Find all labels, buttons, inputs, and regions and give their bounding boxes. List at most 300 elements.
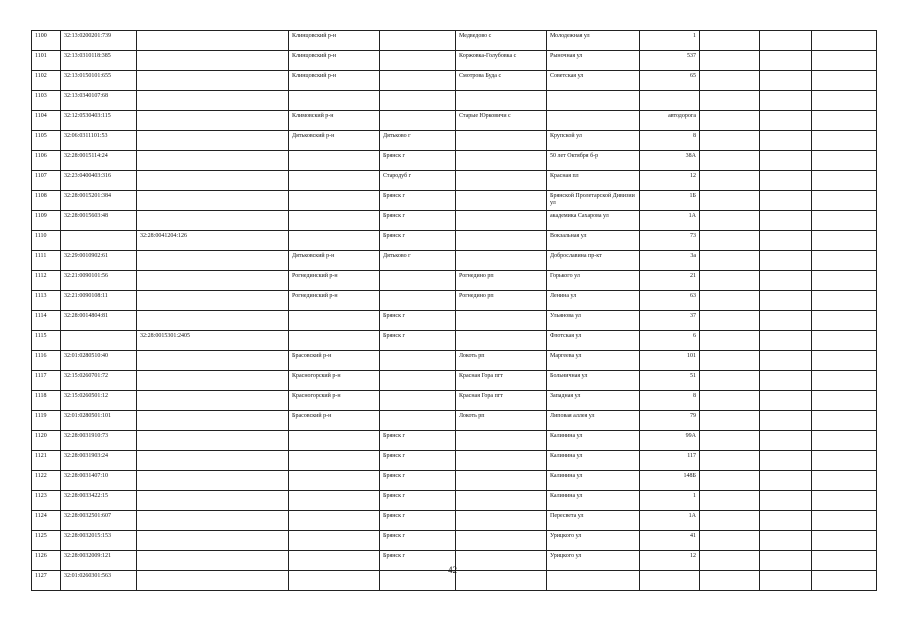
settlement-cell: [456, 491, 547, 511]
empty-cell: [812, 371, 877, 391]
empty-cell: [812, 111, 877, 131]
street-cell: Доброславина пр-кт: [547, 251, 640, 271]
row-number-cell: 1116: [32, 351, 61, 371]
row-number-cell: 1105: [32, 131, 61, 151]
empty-cell: [700, 291, 760, 311]
cadastral-number-cell: 32:15:0260501:12: [61, 391, 137, 411]
empty-cell: [760, 511, 812, 531]
extra-number-cell: [137, 211, 289, 231]
empty-cell: [700, 311, 760, 331]
cadastral-number-cell: [61, 331, 137, 351]
district-cell: [289, 431, 380, 451]
street-cell: Красная пл: [547, 171, 640, 191]
empty-cell: [760, 131, 812, 151]
house-number-cell: 1Б: [640, 191, 700, 211]
row-number-cell: 1115: [32, 331, 61, 351]
house-number-cell: 12: [640, 551, 700, 571]
street-cell: Калинина ул: [547, 471, 640, 491]
city-cell: Брянск г: [380, 211, 456, 231]
cadastral-number-cell: 32:01:0280510:40: [61, 351, 137, 371]
extra-number-cell: [137, 131, 289, 151]
table-row: [32, 331, 877, 351]
district-cell: [289, 171, 380, 191]
table-row: [32, 431, 877, 451]
city-cell: [380, 91, 456, 111]
empty-cell: [760, 491, 812, 511]
empty-cell: [700, 451, 760, 471]
settlement-cell: [456, 191, 547, 211]
city-cell: [380, 391, 456, 411]
house-number-cell: 79: [640, 411, 700, 431]
extra-number-cell: [137, 291, 289, 311]
settlement-cell: [456, 531, 547, 551]
table-row: [32, 211, 877, 231]
street-cell: Флотская ул: [547, 331, 640, 351]
street-cell: Крупской ул: [547, 131, 640, 151]
extra-number-cell: 32:28:0015301:2405: [137, 331, 289, 351]
city-cell: [380, 111, 456, 131]
cadastral-number-cell: 32:12:0530403:115: [61, 111, 137, 131]
empty-cell: [700, 531, 760, 551]
street-cell: Калинина ул: [547, 431, 640, 451]
extra-number-cell: [137, 371, 289, 391]
city-cell: Брянск г: [380, 331, 456, 351]
empty-cell: [760, 391, 812, 411]
empty-cell: [760, 291, 812, 311]
empty-cell: [760, 271, 812, 291]
cadastral-number-cell: 32:28:0015114:24: [61, 151, 137, 171]
empty-cell: [760, 531, 812, 551]
cadastral-number-cell: 32:01:0260301:563: [61, 571, 137, 591]
house-number-cell: [640, 91, 700, 111]
table-row: [32, 531, 877, 551]
empty-cell: [700, 151, 760, 171]
district-cell: Дятьковский р-н: [289, 131, 380, 151]
row-number-cell: 1100: [32, 31, 61, 51]
empty-cell: [700, 31, 760, 51]
table-row: [32, 511, 877, 531]
street-cell: Горького ул: [547, 271, 640, 291]
settlement-cell: [456, 451, 547, 471]
street-cell: [547, 111, 640, 131]
empty-cell: [812, 351, 877, 371]
empty-cell: [700, 511, 760, 531]
settlement-cell: [456, 231, 547, 251]
empty-cell: [760, 151, 812, 171]
street-cell: Ленина ул: [547, 291, 640, 311]
city-cell: Брянск г: [380, 451, 456, 471]
cadastral-number-cell: 32:15:0260701:72: [61, 371, 137, 391]
street-cell: Ульянова ул: [547, 311, 640, 331]
district-cell: Дятьковский р-н: [289, 251, 380, 271]
extra-number-cell: [137, 471, 289, 491]
settlement-cell: Смотрова Буда с: [456, 71, 547, 91]
table-row: [32, 391, 877, 411]
empty-cell: [760, 451, 812, 471]
cadastral-number-cell: 32:21:0090101:56: [61, 271, 137, 291]
empty-cell: [700, 331, 760, 351]
empty-cell: [812, 71, 877, 91]
house-number-cell: 21: [640, 271, 700, 291]
house-number-cell: 73: [640, 231, 700, 251]
empty-cell: [812, 291, 877, 311]
city-cell: Брянск г: [380, 151, 456, 171]
city-cell: Стародуб г: [380, 171, 456, 191]
cadastral-number-cell: 32:28:0015603:48: [61, 211, 137, 231]
row-number-cell: 1111: [32, 251, 61, 271]
cadastral-number-cell: 32:28:0031910:73: [61, 431, 137, 451]
cadastral-number-cell: 32:21:0090108:11: [61, 291, 137, 311]
row-number-cell: 1117: [32, 371, 61, 391]
empty-cell: [700, 191, 760, 211]
extra-number-cell: [137, 251, 289, 271]
street-cell: Пересвета ул: [547, 511, 640, 531]
district-cell: Брасовский р-н: [289, 351, 380, 371]
row-number-cell: 1124: [32, 511, 61, 531]
table-row: [32, 111, 877, 131]
row-number-cell: 1104: [32, 111, 61, 131]
empty-cell: [760, 231, 812, 251]
city-cell: Брянск г: [380, 531, 456, 551]
street-cell: Урицкого ул: [547, 531, 640, 551]
house-number-cell: 1А: [640, 511, 700, 531]
table-row: [32, 231, 877, 251]
district-cell: [289, 331, 380, 351]
district-cell: Брасовский р-н: [289, 411, 380, 431]
house-number-cell: 51: [640, 371, 700, 391]
house-number-cell: 12: [640, 171, 700, 191]
row-number-cell: 1122: [32, 471, 61, 491]
house-number-cell: 8: [640, 131, 700, 151]
settlement-cell: Красная Гора пгт: [456, 371, 547, 391]
street-cell: Советская ул: [547, 71, 640, 91]
table-row: [32, 411, 877, 431]
house-number-cell: 99А: [640, 431, 700, 451]
district-cell: Красногорский р-н: [289, 391, 380, 411]
cadastral-number-cell: 32:28:0032009:121: [61, 551, 137, 571]
empty-cell: [812, 191, 877, 211]
settlement-cell: [456, 131, 547, 151]
empty-cell: [700, 71, 760, 91]
extra-number-cell: [137, 411, 289, 431]
table-row: [32, 371, 877, 391]
row-number-cell: 1127: [32, 571, 61, 591]
extra-number-cell: [137, 151, 289, 171]
empty-cell: [760, 191, 812, 211]
city-cell: Дятьково г: [380, 131, 456, 151]
table-row: [32, 471, 877, 491]
district-cell: [289, 311, 380, 331]
city-cell: Брянск г: [380, 231, 456, 251]
empty-cell: [700, 111, 760, 131]
street-cell: Липовая аллея ул: [547, 411, 640, 431]
settlement-cell: [456, 91, 547, 111]
table-row: [32, 31, 877, 51]
table-row: [32, 51, 877, 71]
table-row: [32, 451, 877, 471]
row-number-cell: 1118: [32, 391, 61, 411]
city-cell: Брянск г: [380, 191, 456, 211]
extra-number-cell: [137, 31, 289, 51]
empty-cell: [700, 271, 760, 291]
extra-number-cell: 32:28:0041204:126: [137, 231, 289, 251]
row-number-cell: 1112: [32, 271, 61, 291]
settlement-cell: [456, 211, 547, 231]
district-cell: Климовский р-н: [289, 111, 380, 131]
cadastral-number-cell: 32:28:0015201:384: [61, 191, 137, 211]
cadastral-number-cell: 32:28:0032501:607: [61, 511, 137, 531]
empty-cell: [700, 411, 760, 431]
settlement-cell: Рогнедино рп: [456, 271, 547, 291]
empty-cell: [700, 371, 760, 391]
empty-cell: [812, 171, 877, 191]
row-number-cell: 1121: [32, 451, 61, 471]
house-number-cell: 6: [640, 331, 700, 351]
empty-cell: [760, 351, 812, 371]
settlement-cell: [456, 311, 547, 331]
table-row: [32, 251, 877, 271]
extra-number-cell: [137, 51, 289, 71]
extra-number-cell: [137, 451, 289, 471]
empty-cell: [812, 311, 877, 331]
empty-cell: [812, 531, 877, 551]
street-cell: Брянской Пролетарской Дивизии ул: [547, 191, 640, 211]
house-number-cell: 117: [640, 451, 700, 471]
table-row: [32, 311, 877, 331]
city-cell: Брянск г: [380, 491, 456, 511]
empty-cell: [760, 431, 812, 451]
house-number-cell: 65: [640, 71, 700, 91]
city-cell: [380, 71, 456, 91]
house-number-cell: 1: [640, 491, 700, 511]
cadastral-number-cell: 32:28:0031903:24: [61, 451, 137, 471]
extra-number-cell: [137, 431, 289, 451]
empty-cell: [760, 111, 812, 131]
row-number-cell: 1106: [32, 151, 61, 171]
empty-cell: [812, 51, 877, 71]
house-number-cell: 41: [640, 531, 700, 551]
street-cell: Калинина ул: [547, 491, 640, 511]
house-number-cell: 3а: [640, 251, 700, 271]
page-number: 42: [448, 565, 457, 575]
city-cell: Брянск г: [380, 471, 456, 491]
row-number-cell: 1126: [32, 551, 61, 571]
city-cell: Брянск г: [380, 511, 456, 531]
empty-cell: [700, 351, 760, 371]
row-number-cell: 1119: [32, 411, 61, 431]
district-cell: [289, 211, 380, 231]
empty-cell: [812, 271, 877, 291]
district-cell: Клинцовский р-н: [289, 71, 380, 91]
empty-cell: [700, 491, 760, 511]
district-cell: [289, 511, 380, 531]
table-row: [32, 291, 877, 311]
extra-number-cell: [137, 71, 289, 91]
settlement-cell: Рогнедино рп: [456, 291, 547, 311]
city-cell: [380, 351, 456, 371]
district-cell: Клинцовский р-н: [289, 51, 380, 71]
table-row: [32, 131, 877, 151]
empty-cell: [812, 211, 877, 231]
district-cell: [289, 471, 380, 491]
settlement-cell: Старые Юрковичи с: [456, 111, 547, 131]
empty-cell: [700, 171, 760, 191]
settlement-cell: Локоть рп: [456, 411, 547, 431]
registry-table: [31, 30, 877, 591]
district-cell: [289, 231, 380, 251]
empty-cell: [812, 391, 877, 411]
empty-cell: [812, 331, 877, 351]
row-number-cell: 1102: [32, 71, 61, 91]
settlement-cell: [456, 331, 547, 351]
row-number-cell: 1108: [32, 191, 61, 211]
empty-cell: [812, 31, 877, 51]
cadastral-number-cell: 32:28:0031407:10: [61, 471, 137, 491]
row-number-cell: 1101: [32, 51, 61, 71]
table-row: [32, 351, 877, 371]
street-cell: Маргеева ул: [547, 351, 640, 371]
cadastral-number-cell: 32:23:0400403:316: [61, 171, 137, 191]
empty-cell: [760, 331, 812, 351]
city-cell: [380, 371, 456, 391]
settlement-cell: [456, 511, 547, 531]
empty-cell: [812, 91, 877, 111]
empty-cell: [760, 371, 812, 391]
extra-number-cell: [137, 351, 289, 371]
empty-cell: [700, 251, 760, 271]
table-row: [32, 491, 877, 511]
city-cell: [380, 291, 456, 311]
cadastral-number-cell: 32:28:0032015:153: [61, 531, 137, 551]
settlement-cell: [456, 251, 547, 271]
empty-cell: [812, 231, 877, 251]
row-number-cell: 1110: [32, 231, 61, 251]
cadastral-number-cell: 32:13:0200201:739: [61, 31, 137, 51]
cadastral-number-cell: 32:13:0310118:385: [61, 51, 137, 71]
empty-cell: [760, 211, 812, 231]
district-cell: Рогнединский р-н: [289, 291, 380, 311]
empty-cell: [812, 471, 877, 491]
empty-cell: [760, 311, 812, 331]
district-cell: Красногорский р-н: [289, 371, 380, 391]
table-row: [32, 71, 877, 91]
empty-cell: [760, 411, 812, 431]
house-number-cell: 1А: [640, 211, 700, 231]
empty-cell: [760, 71, 812, 91]
cadastral-number-cell: 32:28:0014804:81: [61, 311, 137, 331]
table-row: [32, 91, 877, 111]
settlement-cell: Красная Гора пгт: [456, 391, 547, 411]
empty-cell: [812, 251, 877, 271]
extra-number-cell: [137, 271, 289, 291]
house-number-cell: 148Б: [640, 471, 700, 491]
street-cell: Западная ул: [547, 391, 640, 411]
settlement-cell: Локоть рп: [456, 351, 547, 371]
house-number-cell: 63: [640, 291, 700, 311]
table-row: [32, 171, 877, 191]
city-cell: Дятьково г: [380, 251, 456, 271]
empty-cell: [700, 391, 760, 411]
house-number-cell: 1: [640, 31, 700, 51]
street-cell: Вокзальная ул: [547, 231, 640, 251]
empty-cell: [700, 431, 760, 451]
city-cell: [380, 271, 456, 291]
extra-number-cell: [137, 111, 289, 131]
table-row: [32, 271, 877, 291]
street-cell: 50 лет Октября б-р: [547, 151, 640, 171]
street-cell: Калинина ул: [547, 451, 640, 471]
registry-table-body: [32, 31, 877, 591]
street-cell: [547, 91, 640, 111]
empty-cell: [700, 471, 760, 491]
district-cell: [289, 91, 380, 111]
extra-number-cell: [137, 311, 289, 331]
extra-number-cell: [137, 511, 289, 531]
extra-number-cell: [137, 491, 289, 511]
empty-cell: [760, 251, 812, 271]
cadastral-number-cell: 32:01:0280501:101: [61, 411, 137, 431]
empty-cell: [812, 411, 877, 431]
empty-cell: [812, 431, 877, 451]
house-number-cell: 101: [640, 351, 700, 371]
district-cell: [289, 451, 380, 471]
row-number-cell: 1125: [32, 531, 61, 551]
table-row: [32, 151, 877, 171]
empty-cell: [760, 51, 812, 71]
district-cell: Рогнединский р-н: [289, 271, 380, 291]
row-number-cell: 1123: [32, 491, 61, 511]
house-number-cell: 8: [640, 391, 700, 411]
empty-cell: [700, 51, 760, 71]
empty-cell: [760, 91, 812, 111]
settlement-cell: Коржовка-Голубовка с: [456, 51, 547, 71]
row-number-cell: 1107: [32, 171, 61, 191]
empty-cell: [812, 511, 877, 531]
empty-cell: [812, 491, 877, 511]
house-number-cell: 37: [640, 311, 700, 331]
table-row: [32, 191, 877, 211]
settlement-cell: [456, 171, 547, 191]
house-number-cell: 537: [640, 51, 700, 71]
district-cell: [289, 191, 380, 211]
row-number-cell: 1120: [32, 431, 61, 451]
extra-number-cell: [137, 191, 289, 211]
cadastral-number-cell: 32:13:0340107:68: [61, 91, 137, 111]
row-number-cell: 1109: [32, 211, 61, 231]
cadastral-number-cell: 32:13:0150101:655: [61, 71, 137, 91]
city-cell: [380, 411, 456, 431]
row-number-cell: 1103: [32, 91, 61, 111]
street-cell: Рыночная ул: [547, 51, 640, 71]
empty-cell: [812, 131, 877, 151]
district-cell: Клинцовский р-н: [289, 31, 380, 51]
empty-cell: [700, 211, 760, 231]
city-cell: [380, 51, 456, 71]
extra-number-cell: [137, 391, 289, 411]
city-cell: Брянск г: [380, 431, 456, 451]
street-cell: Молодежная ул: [547, 31, 640, 51]
empty-cell: [760, 171, 812, 191]
settlement-cell: [456, 471, 547, 491]
empty-cell: [700, 231, 760, 251]
cadastral-number-cell: 32:29:0010902:61: [61, 251, 137, 271]
row-number-cell: 1113: [32, 291, 61, 311]
row-number-cell: 1114: [32, 311, 61, 331]
street-cell: Урицкого ул: [547, 551, 640, 571]
street-cell: Больничная ул: [547, 371, 640, 391]
cadastral-number-cell: 32:28:0033422:15: [61, 491, 137, 511]
settlement-cell: [456, 151, 547, 171]
